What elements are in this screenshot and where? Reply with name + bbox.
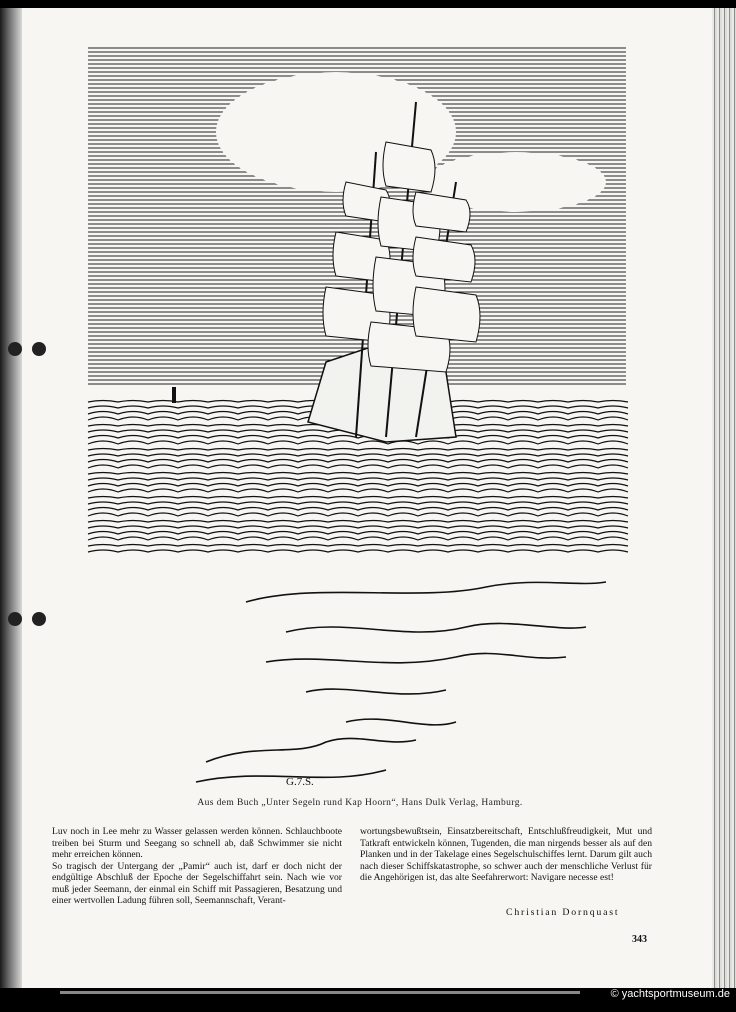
wave-line	[88, 537, 628, 540]
wave-line	[88, 460, 628, 463]
wave-line	[88, 497, 628, 499]
page-stack-edge	[712, 8, 736, 988]
book-binding-edge	[0, 8, 22, 988]
wave-line	[88, 436, 628, 439]
page-bottom-strip	[60, 991, 580, 994]
text-column-left	[52, 826, 342, 907]
wave-line	[88, 465, 628, 468]
binding-hole	[8, 612, 22, 626]
figure-caption: Aus dem Buch „Unter Segeln rund Kap Hoorn“, Hans Dulk Verlag, Hamburg.	[197, 798, 523, 808]
wave-line	[88, 550, 628, 552]
sail	[413, 237, 475, 282]
wave-line	[88, 521, 628, 523]
wave-line	[88, 508, 628, 511]
paragraph: wortungsbewußtsein, Einsatzbereitschaft, Entschlußfreudigkeit, Mut und Tatkraft entwickeln können, Tugenden, die man nirgends besser als auf den Planken und in der Takelage eines Segelschulschiffes lernt. Darum gilt auch nach dieser Schiffskatastrophe, so schwer auch der menschliche Verlust für die Angehörigen ist, das alte Seefahrerwort: Navigare necesse est!	[360, 826, 652, 883]
text-column-right	[360, 826, 652, 884]
wave-line	[88, 473, 628, 475]
wave-line	[88, 484, 628, 487]
wave-line	[88, 441, 628, 444]
watermark-credit: © yachtsportmuseum.de	[610, 988, 730, 1000]
wave-line	[88, 513, 628, 516]
paragraph: So tragisch der Untergang der „Pamir“ auch ist, darf er doch nicht der endgültige Abschluß der Epoche der Segelschiffahrt sein. Nach wie vor muß jeder Seemann, der einmal ein Schiff mit Passagieren, Besatzung und einer wertvollen Ladung führen soll, Seemannschaft, Verant-	[52, 860, 342, 906]
binding-hole	[32, 342, 46, 356]
wave-line	[88, 454, 628, 456]
author-name: Christian Dornquast	[506, 907, 620, 918]
wave-line	[88, 502, 628, 504]
sail	[413, 287, 480, 342]
wake-reflections	[196, 582, 606, 782]
wave-line	[88, 489, 628, 492]
binding-hole	[8, 342, 22, 356]
artist-signature: G.7.S.	[286, 776, 314, 788]
paragraph: Luv noch in Lee mehr zu Wasser gelassen werden können. Schlauchboote treiben bei Sturm und Seegang so schnell ab, daß Schwimmer sie nicht mehr erreichen können.	[52, 826, 342, 860]
binding-hole	[32, 612, 46, 626]
page-number: 343	[632, 934, 647, 945]
wave-line	[88, 478, 628, 480]
lighthouse-icon	[172, 387, 176, 403]
wave-line	[88, 526, 628, 528]
sailing-ship-illustration	[86, 42, 630, 790]
wave-line	[88, 532, 628, 535]
sail	[383, 142, 435, 192]
wave-line	[88, 449, 628, 451]
wave-line	[88, 545, 628, 547]
